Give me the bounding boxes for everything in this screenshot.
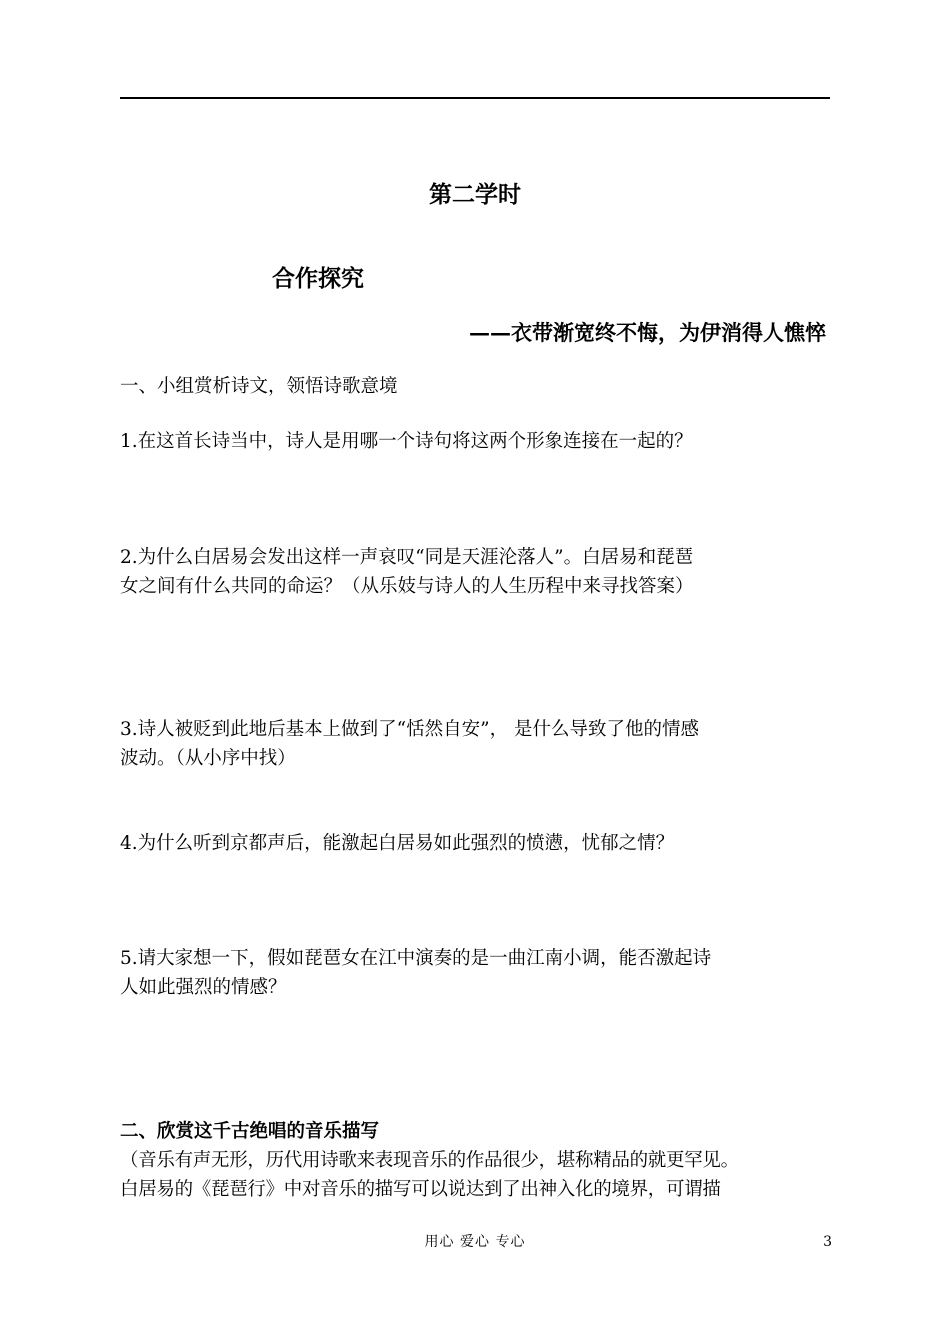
section-2-paragraph bbox=[120, 1146, 832, 1204]
question-3-line-1: 3.诗人被贬到此地后基本上做到了“恬然自安”， 是什么导致了他的情感 bbox=[120, 719, 699, 740]
header-rule bbox=[120, 97, 830, 99]
section-2-line-2: 白居易的《琵琶行》中对音乐的描写可以说达到了出神入化的境界，可谓描 bbox=[120, 1179, 721, 1200]
footer-motto: 用心 爱心 专心 bbox=[424, 1234, 526, 1250]
question-4-line-1: 4.为什么听到京都声后，能激起白居易如此强烈的愤懑，忧郁之情？ bbox=[120, 833, 675, 854]
question-5-line-2: 人如此强烈的情感？ bbox=[120, 977, 287, 998]
question-5-line-1: 5.请大家想一下，假如琵琶女在江中演奏的是一曲江南小调，能否激起诗 bbox=[120, 948, 712, 969]
section-1-heading: 一、小组赏析诗文，领悟诗歌意境 bbox=[120, 376, 398, 397]
page-tagline: ——衣带渐宽终不悔，为伊消得人憔悴 bbox=[469, 320, 826, 345]
page-number: 3 bbox=[823, 1234, 832, 1250]
question-1 bbox=[120, 427, 832, 456]
section-2-line-1: （音乐有声无形，历代用诗歌来表现音乐的作品很少，堪称精品的就更罕见。 bbox=[120, 1150, 739, 1171]
question-3 bbox=[120, 715, 832, 773]
question-5 bbox=[120, 944, 832, 1002]
question-2 bbox=[120, 543, 832, 601]
question-1-line-1: 1.在这首长诗当中，诗人是用哪一个诗句将这两个形象连接在一起的？ bbox=[120, 431, 693, 452]
question-4 bbox=[120, 829, 832, 858]
question-2-line-2: 女之间有什么共同的命运？（从乐妓与诗人的人生历程中来寻找答案） bbox=[120, 576, 694, 597]
page-subtitle: 合作探究 bbox=[272, 265, 364, 292]
page-title: 第二学时 bbox=[429, 181, 521, 208]
question-3-line-2: 波动。（从小序中找） bbox=[120, 748, 296, 769]
section-2-heading: 二、欣赏这千古绝唱的音乐描写 bbox=[120, 1121, 380, 1142]
question-2-line-1: 2.为什么白居易会发出这样一声哀叹“同是天涯沦落人”。白居易和琵琶 bbox=[120, 547, 694, 568]
